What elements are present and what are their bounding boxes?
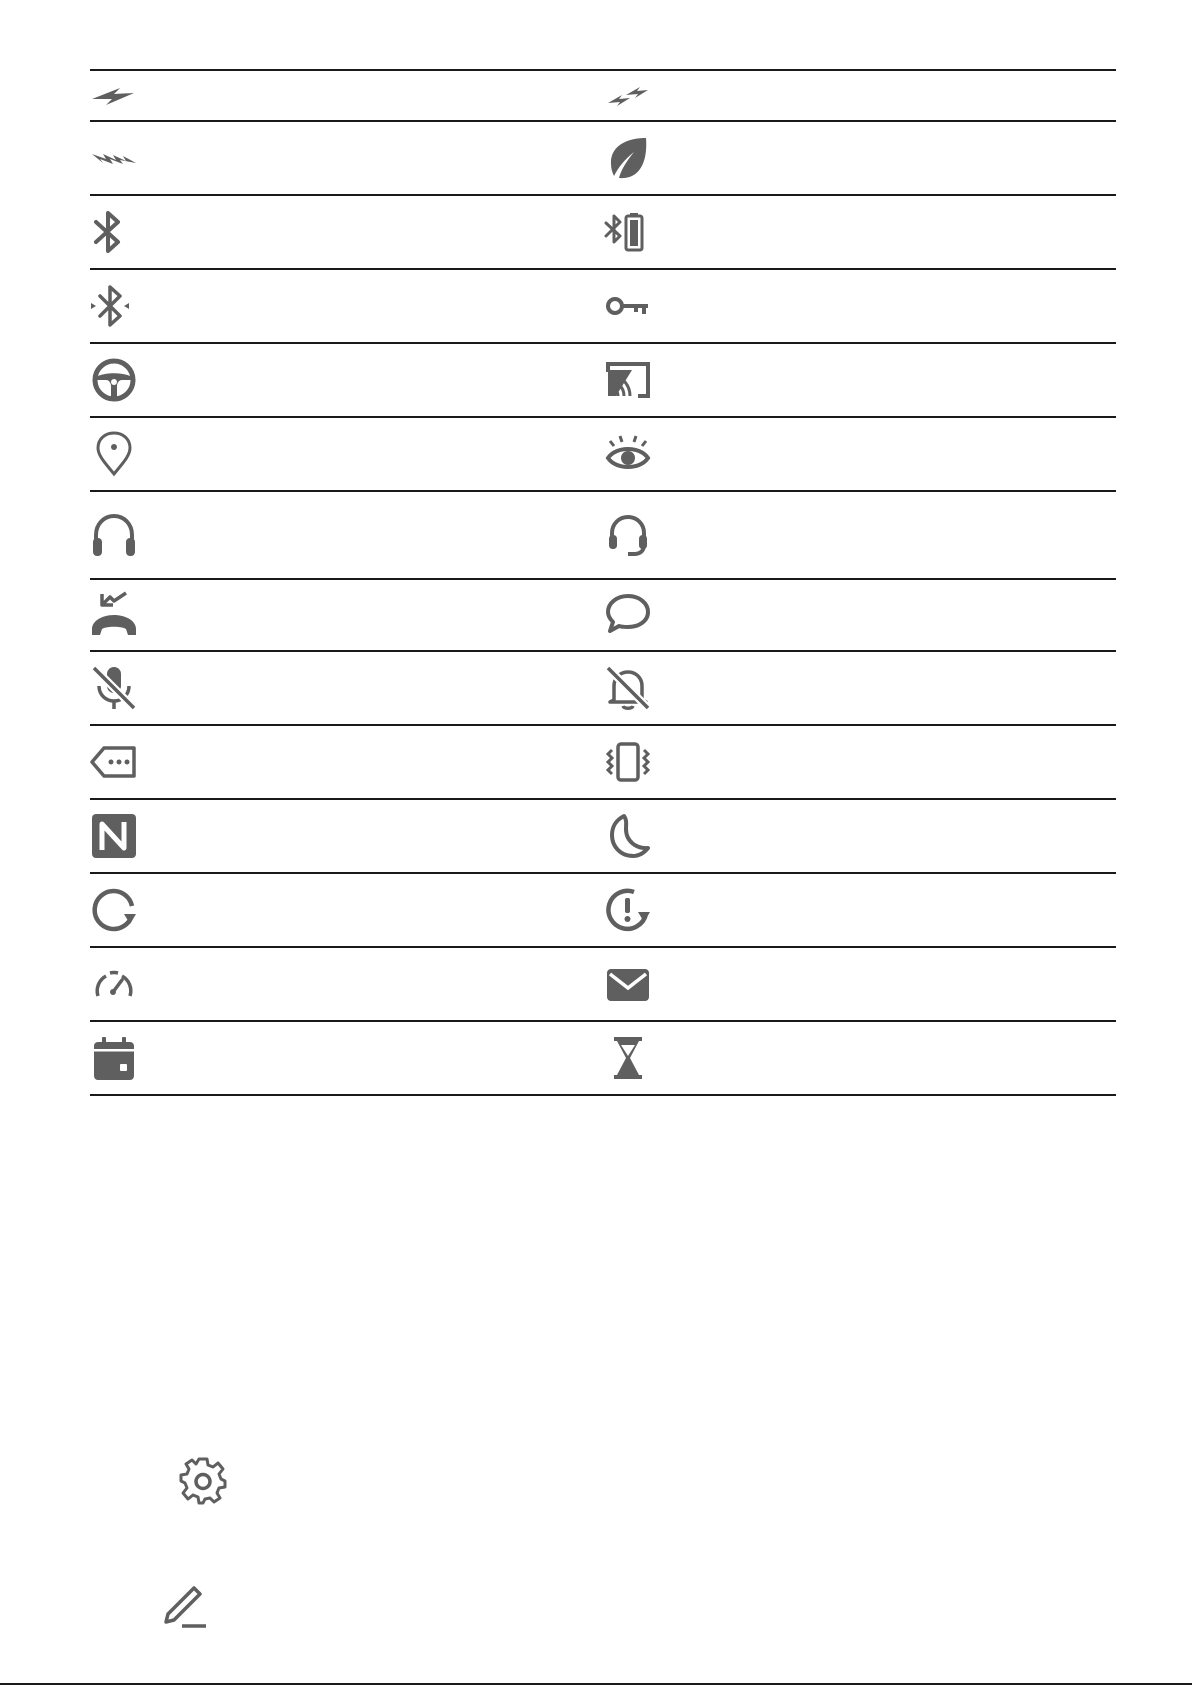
table-row (90, 948, 1116, 1020)
bluetooth-icon (90, 208, 138, 256)
email-icon (604, 960, 652, 1008)
table-row (90, 652, 1116, 724)
do-not-disturb-moon-icon (604, 812, 652, 860)
vibrate-mode-icon (604, 738, 652, 786)
message-bubble-icon (604, 591, 652, 639)
table-row (90, 270, 1116, 342)
table-row (90, 344, 1116, 416)
table-row (90, 1022, 1116, 1094)
headset-mic-icon (604, 511, 652, 559)
table-row (90, 492, 1116, 578)
calendar-event-icon (90, 1034, 138, 1082)
vpn-key-icon (604, 282, 652, 330)
notifications-off-icon (604, 664, 652, 712)
pencil-icon (160, 1582, 208, 1630)
performance-gauge-icon (90, 960, 138, 1008)
table-row (90, 800, 1116, 872)
super-charging-icon (90, 140, 138, 176)
location-pin-icon (90, 430, 138, 478)
power-saving-leaf-icon (604, 134, 652, 182)
sync-error-icon (604, 886, 652, 934)
nfc-icon (90, 812, 138, 860)
driving-mode-icon (90, 356, 138, 404)
missed-call-icon (90, 591, 138, 639)
table-rule (90, 1094, 1116, 1096)
headphones-icon (90, 511, 138, 559)
table-row (90, 726, 1116, 798)
table-row (90, 580, 1116, 650)
table-row (90, 418, 1116, 490)
eye-comfort-icon (604, 430, 652, 478)
fast-charging-icon (604, 78, 652, 114)
table-row (90, 122, 1116, 194)
table-row (90, 874, 1116, 946)
bluetooth-connected-icon (90, 282, 138, 330)
table-row (90, 196, 1116, 268)
gear-icon (179, 1457, 227, 1505)
mic-muted-icon (90, 664, 138, 712)
screen-cast-icon (604, 356, 652, 404)
syncing-icon (90, 886, 138, 934)
table-row (90, 71, 1116, 120)
more-notifications-icon (90, 738, 138, 786)
bluetooth-battery-icon (604, 208, 652, 256)
charging-bolt-icon (90, 78, 138, 114)
alarm-timer-hourglass-icon (604, 1034, 652, 1082)
